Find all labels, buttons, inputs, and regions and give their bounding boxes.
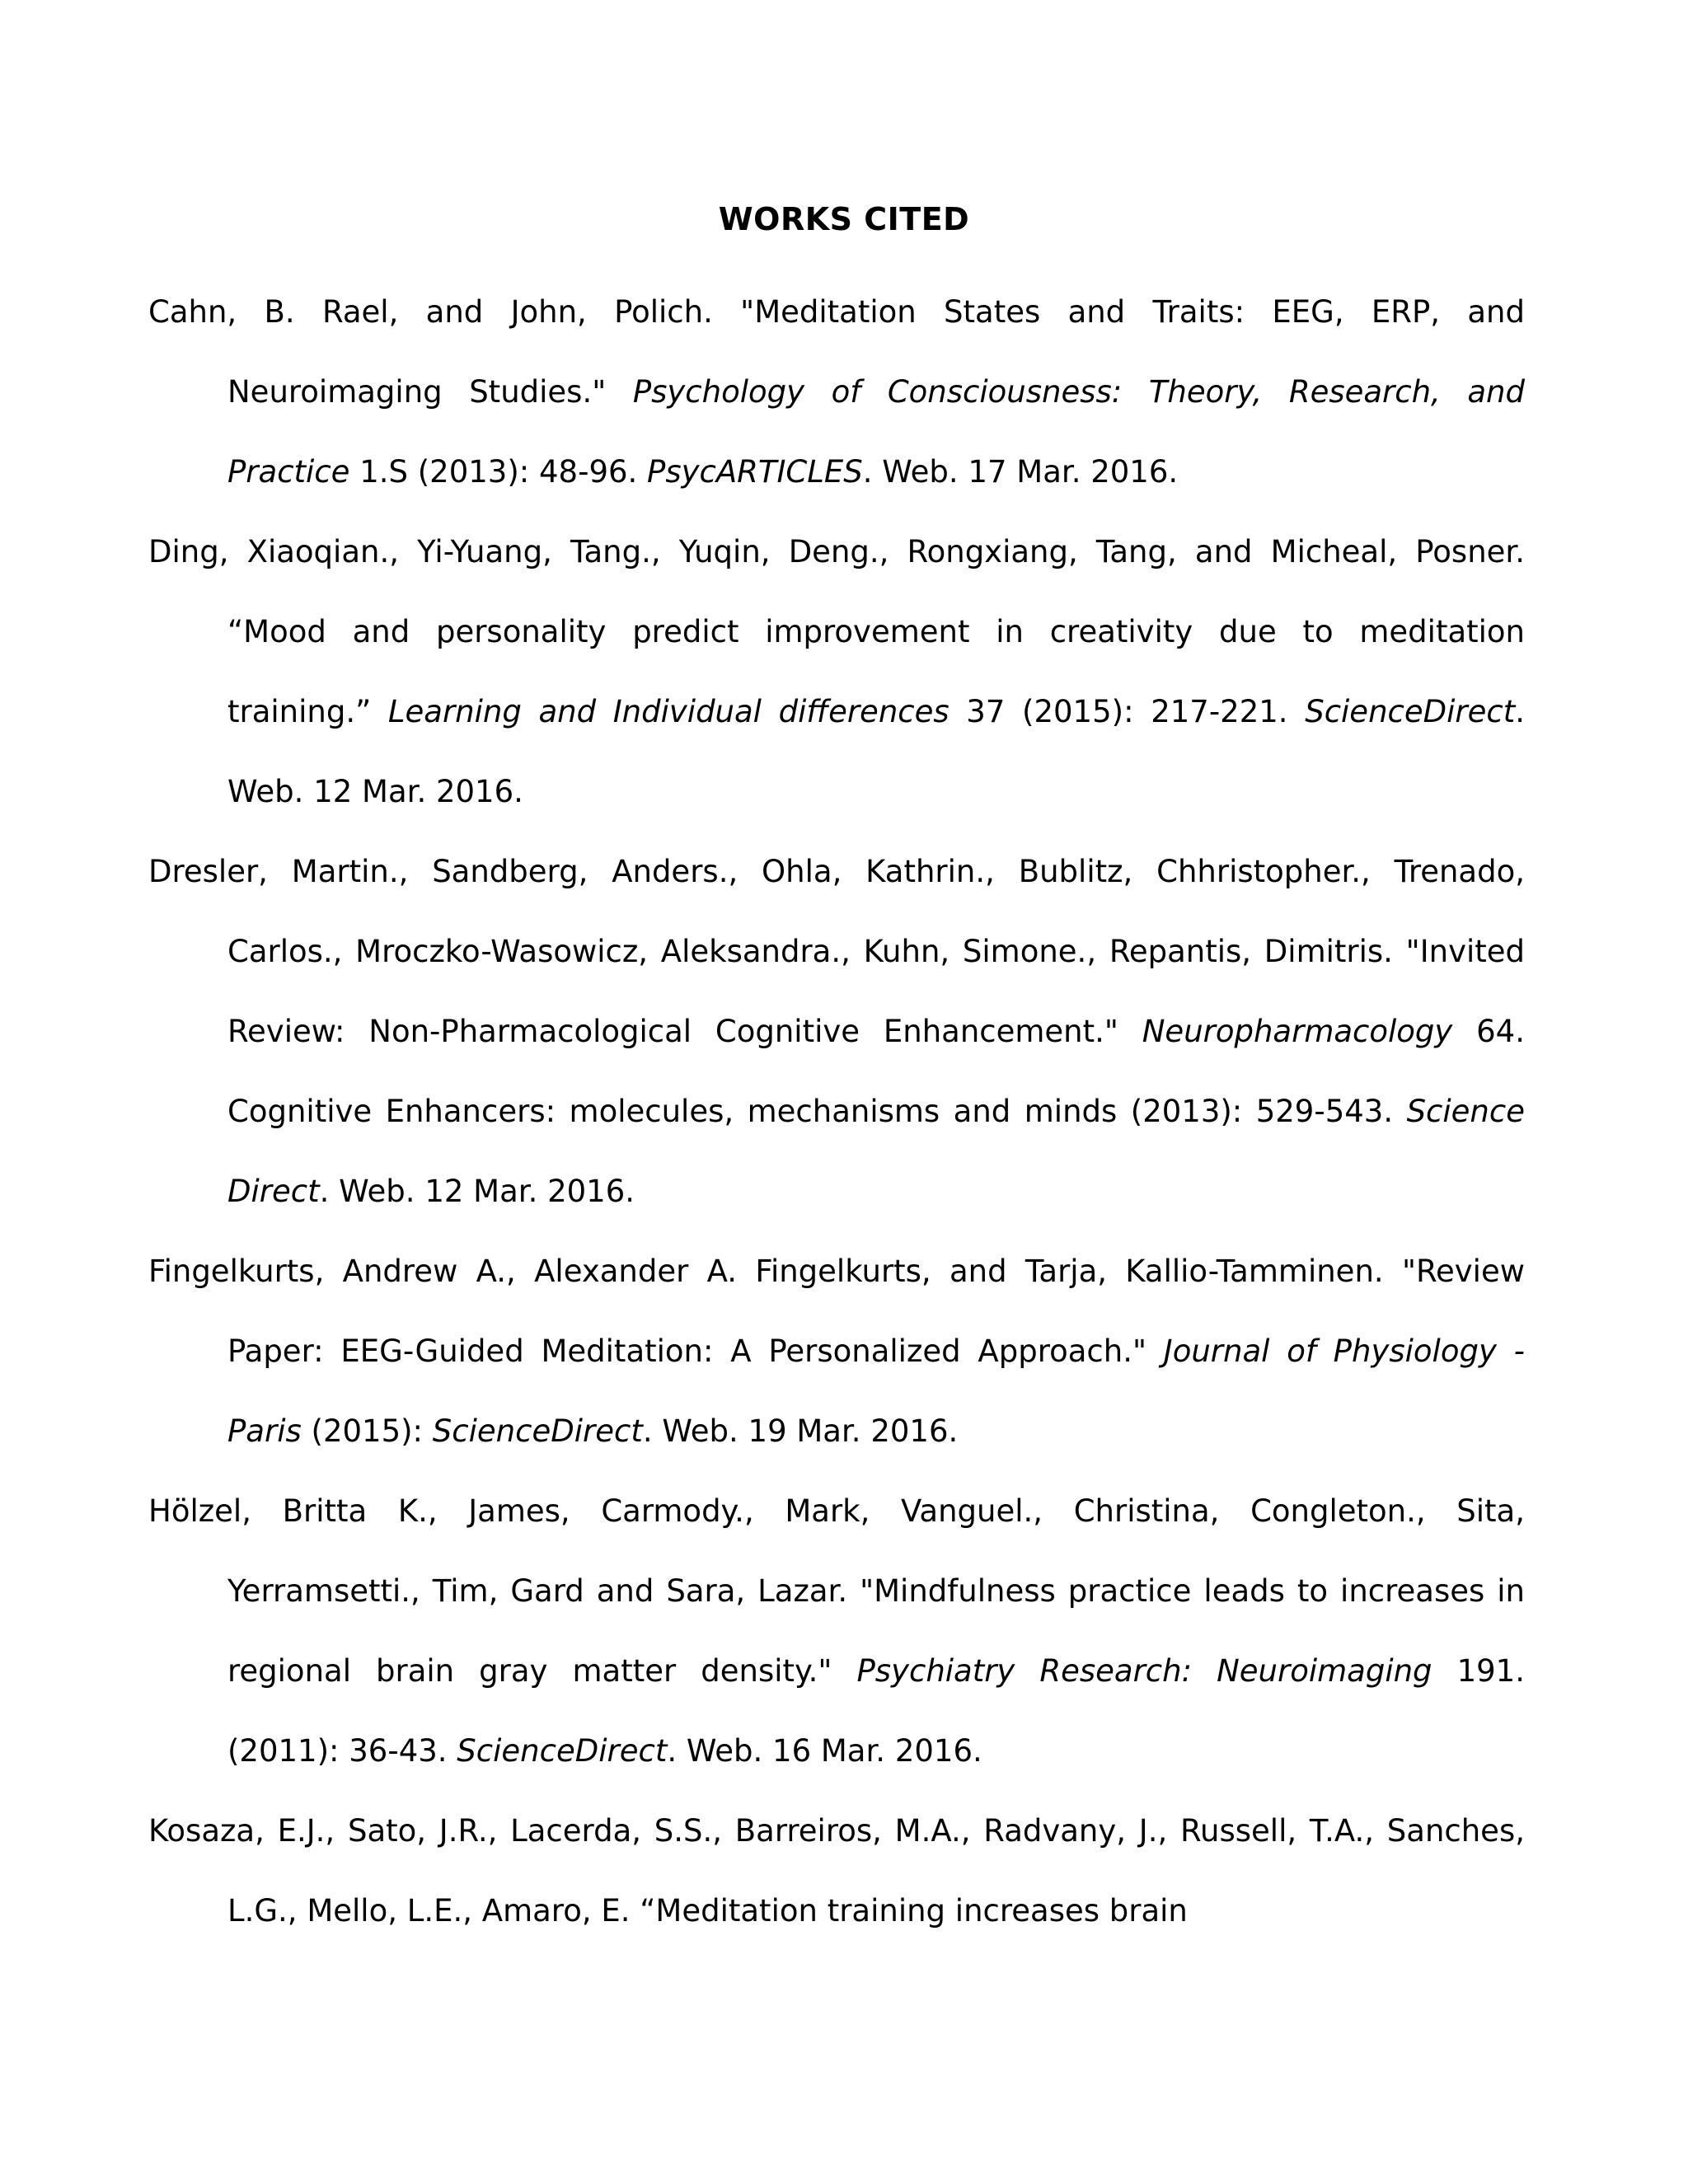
citation-text: . Web. 12 Mar. 2016. bbox=[227, 694, 1525, 809]
citation-source-title: Neuropharmacology bbox=[1142, 1014, 1453, 1049]
citation-text: . Web. 17 Mar. 2016. bbox=[862, 454, 1179, 490]
citation-text: . Web. 19 Mar. 2016. bbox=[642, 1413, 959, 1449]
citation-source-title: PsycARTICLES bbox=[647, 454, 863, 490]
citation-source-title: Journal of Physiology - Paris bbox=[227, 1333, 1525, 1449]
citation-text: Fingelkurts, Andrew A., Alexander A. Fingelkurts, and Tarja, Kallio-Tamminen. "Review Paper: EEG-Guided Meditation: A Personalized Approach." bbox=[148, 1254, 1525, 1369]
citation-entry bbox=[148, 1791, 1525, 1951]
page-title: WORKS CITED bbox=[718, 201, 970, 237]
citation-source-title: ScienceDirect bbox=[457, 1733, 668, 1769]
citation-text: 64. Cognitive Enhancers: molecules, mechanisms and minds (2013): 529-543. bbox=[227, 1014, 1525, 1129]
citation-source-title: Psychology of Consciousness: Theory, Research, and Practice bbox=[227, 374, 1525, 490]
citation-text: 37 (2015): 217-221. bbox=[949, 694, 1306, 729]
citation-text: Ding, Xiaoqian., Yi-Yuang, Tang., Yuqin, Deng., Rongxiang, Tang, and Micheal, Posner. “Mood and personality predict improvement in creativity due to meditation training.” bbox=[148, 534, 1525, 729]
works-cited-list bbox=[148, 272, 1525, 1951]
citation-entry bbox=[148, 832, 1525, 1231]
citation-text: 191. (2011): 36-43. bbox=[227, 1653, 1525, 1769]
citation-text: Kosaza, E.J., Sato, J.R., Lacerda, S.S., Barreiros, M.A., Radvany, J., Russell, T.A., Sanches, L.G., Mello, L.E., Amaro, E. “Meditation training increases brain bbox=[148, 1813, 1525, 1929]
citation-entry bbox=[148, 1231, 1525, 1471]
citation-text: Cahn, B. Rael, and John, Polich. "Meditation States and Traits: EEG, ERP, and Neuroimaging Studies." bbox=[148, 294, 1525, 410]
citation-text: 1.S (2013): 48-96. bbox=[349, 454, 648, 490]
citation-entry bbox=[148, 1471, 1525, 1791]
citation-source-title: ScienceDirect bbox=[1305, 694, 1516, 729]
citation-text: Dresler, Martin., Sandberg, Anders., Ohla, Kathrin., Bublitz, Chhristopher., Trenado, Carlos., Mroczko-Wasowicz, Aleksandra., Kuhn, Simone., Repantis, Dimitris. "Invited Review: Non-Pharmacological Cognitive Enhancement." bbox=[148, 854, 1525, 1049]
citation-source-title: ScienceDirect bbox=[432, 1413, 643, 1449]
citation-source-title: Psychiatry Research: Neuroimaging bbox=[856, 1653, 1432, 1689]
citation-source-title: Science Direct bbox=[227, 1094, 1525, 1209]
citation-text: . Web. 12 Mar. 2016. bbox=[319, 1174, 635, 1209]
citation-entry bbox=[148, 272, 1525, 512]
citation-source-title: Learning and Individual differences bbox=[387, 694, 950, 729]
citation-text: . Web. 16 Mar. 2016. bbox=[667, 1733, 982, 1769]
citation-text: (2015): bbox=[301, 1413, 433, 1449]
citation-entry bbox=[148, 512, 1525, 832]
citation-text: Hölzel, Britta K., James, Carmody., Mark, Vanguel., Christina, Congleton., Sita, Yerramsetti., Tim, Gard and Sara, Lazar. "Mindfulness practice leads to increases in regional brain gray matter density." bbox=[148, 1493, 1525, 1689]
